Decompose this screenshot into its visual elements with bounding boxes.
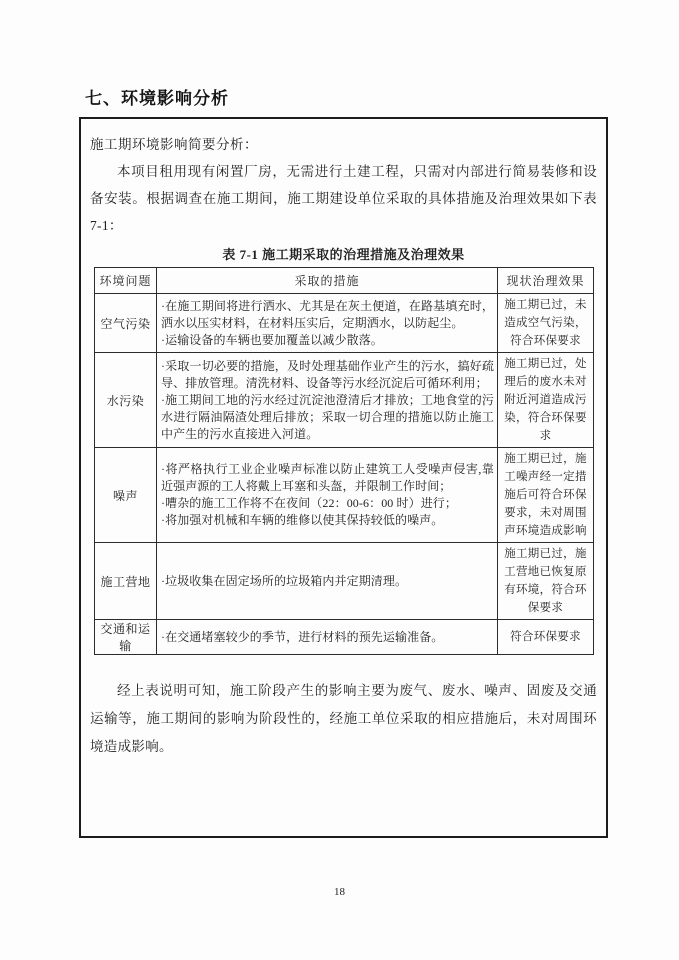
column-header-problem: 环境问题 [95, 268, 157, 294]
measure-item: ·采取一切必要的措施，及时处理基础作业产生的污水，搞好疏导、排放管理。清洗材料、设备等污水经沉淀后可循环利用； [161, 358, 494, 390]
table-title: 表 7-1 施工期采取的治理措施及治理效果 [222, 247, 465, 262]
effect-cell: 符合环保要求 [498, 620, 594, 655]
measure-item: ·运输设备的车辆也要加覆盖以减少散落。 [161, 332, 383, 347]
table-header-row [95, 268, 594, 294]
measure-item: ·垃圾收集在固定场所的垃圾箱内并定期清理。 [161, 573, 408, 588]
problem-cell: 施工营地 [95, 543, 157, 620]
content-box [79, 117, 608, 838]
measures-cell [157, 353, 498, 448]
intro-paragraph: 本项目租用现有闲置厂房，无需进行土建工程，只需对内部进行简易装修和设备安装。根据调查在施工期间，施工期建设单位采取的具体措施及治理效果如下表 7-1： [90, 164, 597, 233]
treatment-table [94, 267, 594, 655]
problem-cell: 空气污染 [95, 294, 157, 353]
table-row [95, 620, 594, 655]
table-row [95, 294, 594, 353]
measures-cell [157, 620, 498, 655]
measures-cell [157, 543, 498, 620]
measure-item: ·将加强对机械和车辆的维修以使其保持较低的噪声。 [161, 513, 444, 527]
measures-cell [157, 294, 498, 353]
problem-cell: 交通和运输 [95, 620, 157, 655]
problem-cell: 噪声 [95, 448, 157, 543]
effect-cell: 施工期已过，施工噪声经一定措施后可符合环保要求，未对周围声环境造成影响 [498, 448, 594, 543]
column-header-effect: 现状治理效果 [498, 268, 594, 294]
table-row [95, 353, 594, 448]
measure-item: ·在交通堵塞较少的季节，进行材料的预先运输准备。 [161, 629, 444, 644]
problem-cell: 水污染 [95, 353, 157, 448]
measure-item: ·施工期间工地的污水经过沉淀池澄清后才排放；工地食堂的污水进行隔油隔渣处理后排放；采取一切合理的措施以防止施工中产生的污水直接进入河道。 [161, 392, 494, 441]
conclusion-paragraph: 经上表说明可知，施工阶段产生的影响主要为废气、废水、噪声、固废及交通运输等，施工期间的影响为阶段性的，经施工单位采取的相应措施后，未对周围环境造成影响。 [90, 683, 597, 754]
table-row [95, 543, 594, 620]
table-row [95, 448, 594, 543]
page-number: 18 [334, 886, 345, 898]
measures-cell [157, 448, 498, 543]
page-title: 七、环境影响分析 [85, 89, 229, 108]
intro-label: 施工期环境影响简要分析： [90, 137, 258, 152]
effect-cell: 施工期已过，施工营地已恢复原有环境，符合环保要求 [498, 543, 594, 620]
measure-item: ·将严格执行工业企业噪声标准以防止建筑工人受噪声侵害,靠近强声源的工人将戴上耳塞和头盔，并限制工作时间； [161, 462, 494, 493]
effect-cell: 施工期已过，未造成空气污染，符合环保要求 [498, 294, 594, 353]
effect-cell: 施工期已过，处理后的废水未对附近河道造成污染，符合环保要求 [498, 353, 594, 448]
measure-item: ·嘈杂的施工工作将不在夜间（22：00-6：00 时）进行； [161, 496, 457, 510]
measure-item: ·在施工期间将进行洒水、尤其是在灰土便道，在路基填充时，洒水以压实材料，在材料压实后，定期洒水，以防起尘。 [161, 298, 494, 330]
column-header-measures: 采取的措施 [157, 268, 498, 294]
